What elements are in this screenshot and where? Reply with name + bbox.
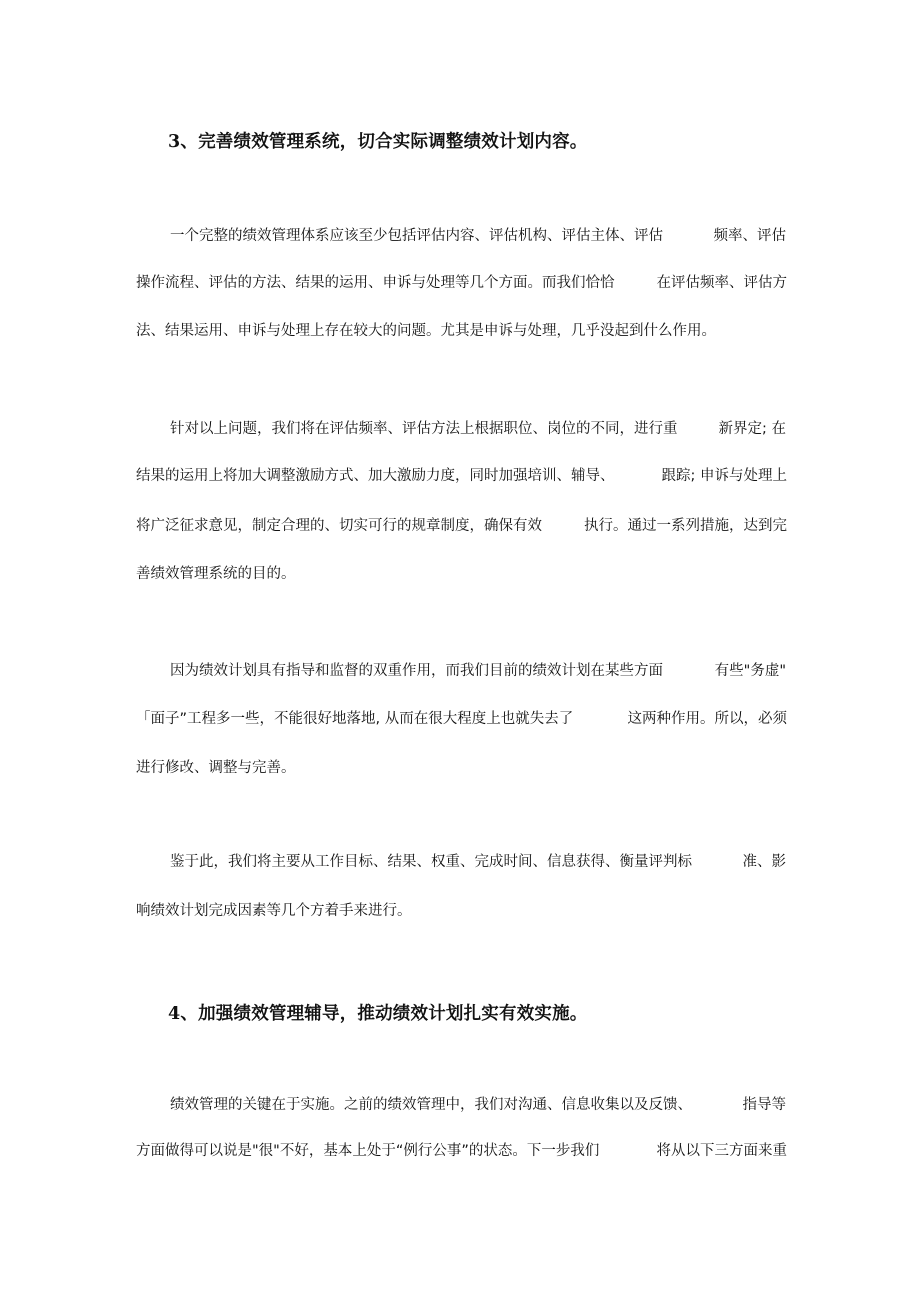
p3-line-1-part-a: 因为绩效计划具有指导和监督的双重作用，而我们目前的绩效计划在某些方面 — [170, 663, 663, 679]
p2-line-2-part-a: 结果的运用上将加大调整激励方式、加大激励力度，同时加强培训、辅导、 — [136, 468, 615, 484]
p3-line-1 — [170, 660, 786, 682]
p1-line-1-part-b: 频率、评估 — [713, 228, 786, 244]
p3-line-3: 进行修改、调整与完善。 — [136, 760, 296, 776]
section-4-heading — [168, 1000, 588, 1025]
p3-line-2-part-a: 「面子”工程多一些，不能很好地落地, 从而在很大程度上也就失去了 — [136, 711, 574, 727]
p2-line-1 — [170, 418, 786, 440]
section-3-number: 3 — [168, 132, 181, 152]
p1-line-3: 法、结果运用、申诉与处理上存在较大的问题。尤其是申诉与处理，几乎没起到什么作用。 — [136, 323, 716, 339]
p5-line-1-part-b: 指导等 — [742, 1097, 786, 1113]
p2-line-1-part-a: 针对以上问题，我们将在评估频率、评估方法上根据职位、岗位的不同，进行重 — [170, 421, 678, 437]
p4-line-2: 响绩效计划完成因素等几个方着手来进行。 — [136, 903, 412, 919]
p1-line-2-part-b: 在评估频率、评估方 — [656, 275, 787, 291]
p2-line-4: 善绩效管理系统的目的。 — [136, 566, 296, 582]
p2-line-3 — [136, 515, 787, 537]
p4-line-1-part-a: 鉴于此，我们将主要从工作目标、结果、权重、完成时间、信息获得、衡量评判标 — [170, 854, 692, 870]
p3-line-1-part-b: 有些"务虚" — [714, 663, 786, 679]
p1-line-1 — [170, 225, 786, 247]
p4-line-1-part-b: 准、影 — [742, 854, 786, 870]
p2-line-2-part-b: 跟踪; 申诉与处理上 — [661, 468, 787, 484]
p1-line-2-part-a: 操作流程、评估的方法、结果的运用、申诉与处理等几个方面。而我们恰恰 — [136, 275, 615, 291]
p5-line-2-part-b: 将从以下三方面来重 — [656, 1143, 787, 1159]
p2-line-3-part-b: 执行。通过一系列措施，达到完 — [584, 518, 787, 534]
p1-line-1-part-a: 一个完整的绩效管理体系应该至少包括评估内容、评估机构、评估主体、评估 — [170, 228, 663, 244]
p2-line-1-part-b: 新界定; 在 — [718, 421, 786, 437]
p4-line-1 — [170, 851, 786, 873]
p5-line-1 — [170, 1094, 786, 1116]
p5-line-2-part-a: 方面做得可以说是"很"不好，基本上处于“例行公事”的状态。下一步我们 — [136, 1143, 600, 1159]
section-4-number: 4 — [168, 1004, 181, 1024]
p1-line-2 — [136, 272, 787, 294]
section-4-title: 、加强绩效管理辅导，推动绩效计划扎实有效实施。 — [180, 1004, 588, 1024]
p5-line-2 — [136, 1140, 787, 1162]
p3-line-2 — [136, 708, 787, 730]
p5-line-1-part-a: 绩效管理的关键在于实施。之前的绩效管理中，我们对沟通、信息收集以及反馈、 — [170, 1097, 692, 1113]
p2-line-3-part-a: 将广泛征求意见，制定合理的、切实可行的规章制度，确保有效 — [136, 518, 542, 534]
section-3-heading — [168, 128, 588, 153]
p2-line-2 — [136, 465, 787, 487]
p3-line-2-part-b: 这两种作用。所以，必须 — [627, 711, 787, 727]
section-3-title: 、完善绩效管理系统，切合实际调整绩效计划内容。 — [180, 132, 588, 152]
